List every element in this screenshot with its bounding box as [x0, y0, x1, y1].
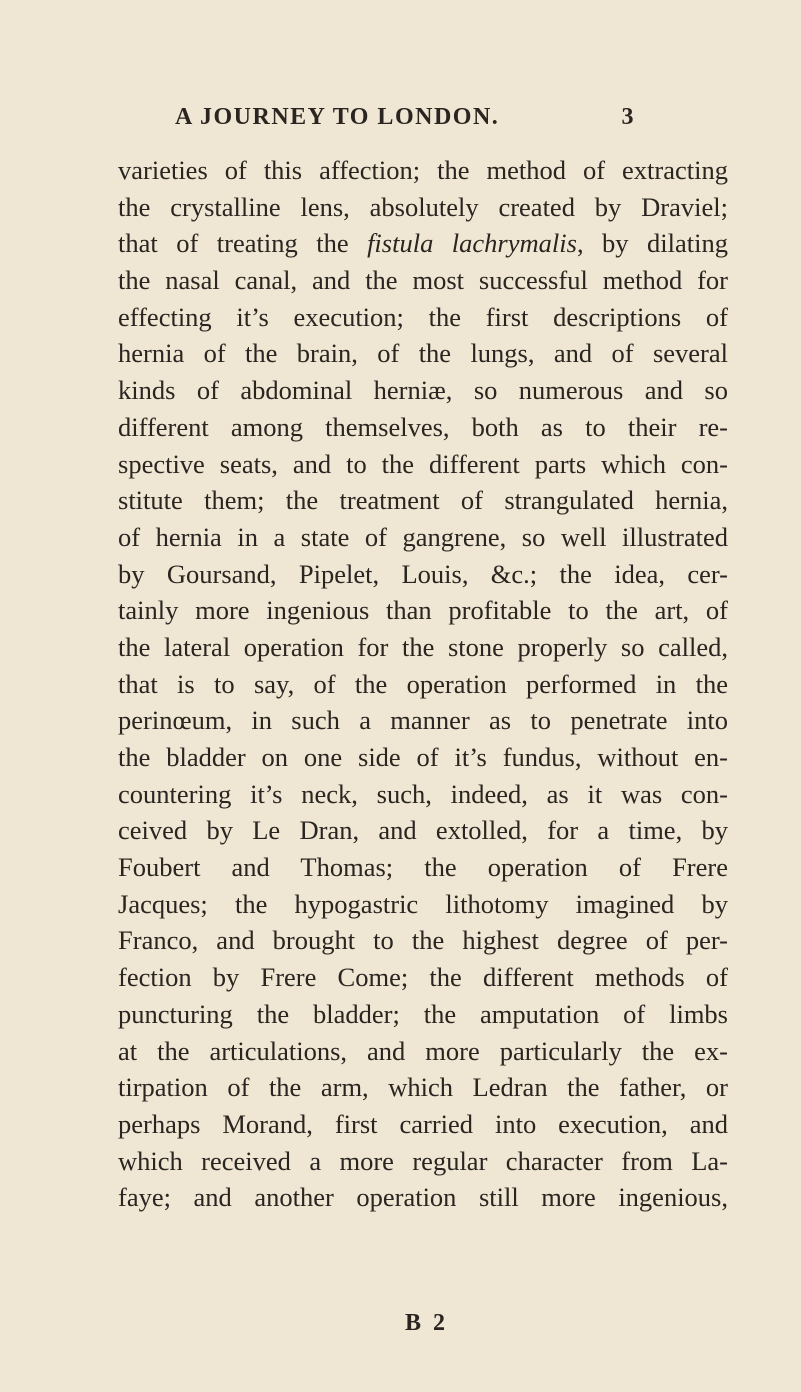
text-line: which received a more regular character from La-: [118, 1145, 728, 1176]
signature-mark: B 2: [405, 1310, 449, 1336]
text-line: Jacques; the hypogastric lithotomy imagined by: [118, 888, 728, 919]
text-line: that of treating the fistula lachrymalis, by dilating: [118, 228, 728, 259]
text-line: faye; and another operation still more ingenious,: [118, 1182, 728, 1213]
text-line: fection by Frere Come; the different methods of: [118, 962, 728, 993]
text-line: tainly more ingenious than profitable to the art, of: [118, 595, 728, 626]
page-number: 3: [621, 104, 635, 130]
text-line: effecting it’s execution; the first descriptions of: [118, 301, 728, 332]
text-line: perinœum, in such a manner as to penetrate into: [118, 705, 728, 736]
text-line: the bladder on one side of it’s fundus, without en-: [118, 742, 728, 772]
text-line: puncturing the bladder; the amputation of limbs: [118, 998, 728, 1029]
text-line: kinds of abdominal herniæ, so numerous and so: [118, 375, 728, 406]
text-line: the nasal canal, and the most successful method for: [118, 265, 728, 296]
text-line: at the articulations, and more particularly the ex-: [118, 1035, 728, 1066]
text-line: that is to say, of the operation performed in the: [118, 668, 728, 699]
running-title: A JOURNEY TO LONDON.: [175, 104, 500, 130]
text-line: countering it’s neck, such, indeed, as it was con-: [118, 778, 728, 809]
text-line: tirpation of the arm, which Ledran the father, or: [118, 1072, 728, 1103]
text-line: of hernia in a state of gangrene, so well illustrated: [118, 521, 728, 552]
text-line: stitute them; the treatment of strangulated hernia,: [118, 485, 728, 516]
text-line: by Goursand, Pipelet, Louis, &c.; the idea, cer-: [118, 558, 728, 589]
body-text: [118, 152, 728, 1216]
text-line: the lateral operation for the stone properly so called,: [118, 631, 728, 662]
running-header: [175, 104, 635, 144]
text-line: spective seats, and to the different parts which con-: [118, 448, 728, 479]
text-line: the crystalline lens, absolutely created by Draviel;: [118, 191, 728, 222]
text-line: Franco, and brought to the highest degree of per-: [118, 925, 728, 956]
text-line: perhaps Morand, first carried into execution, and: [118, 1108, 728, 1139]
text-line: Foubert and Thomas; the operation of Frere: [118, 852, 728, 883]
text-line: different among themselves, both as to their re-: [118, 411, 728, 442]
text-line: hernia of the brain, of the lungs, and of several: [118, 338, 728, 369]
text-line: varieties of this affection; the method of extracting: [118, 155, 728, 185]
text-line: ceived by Le Dran, and extolled, for a time, by: [118, 815, 728, 846]
